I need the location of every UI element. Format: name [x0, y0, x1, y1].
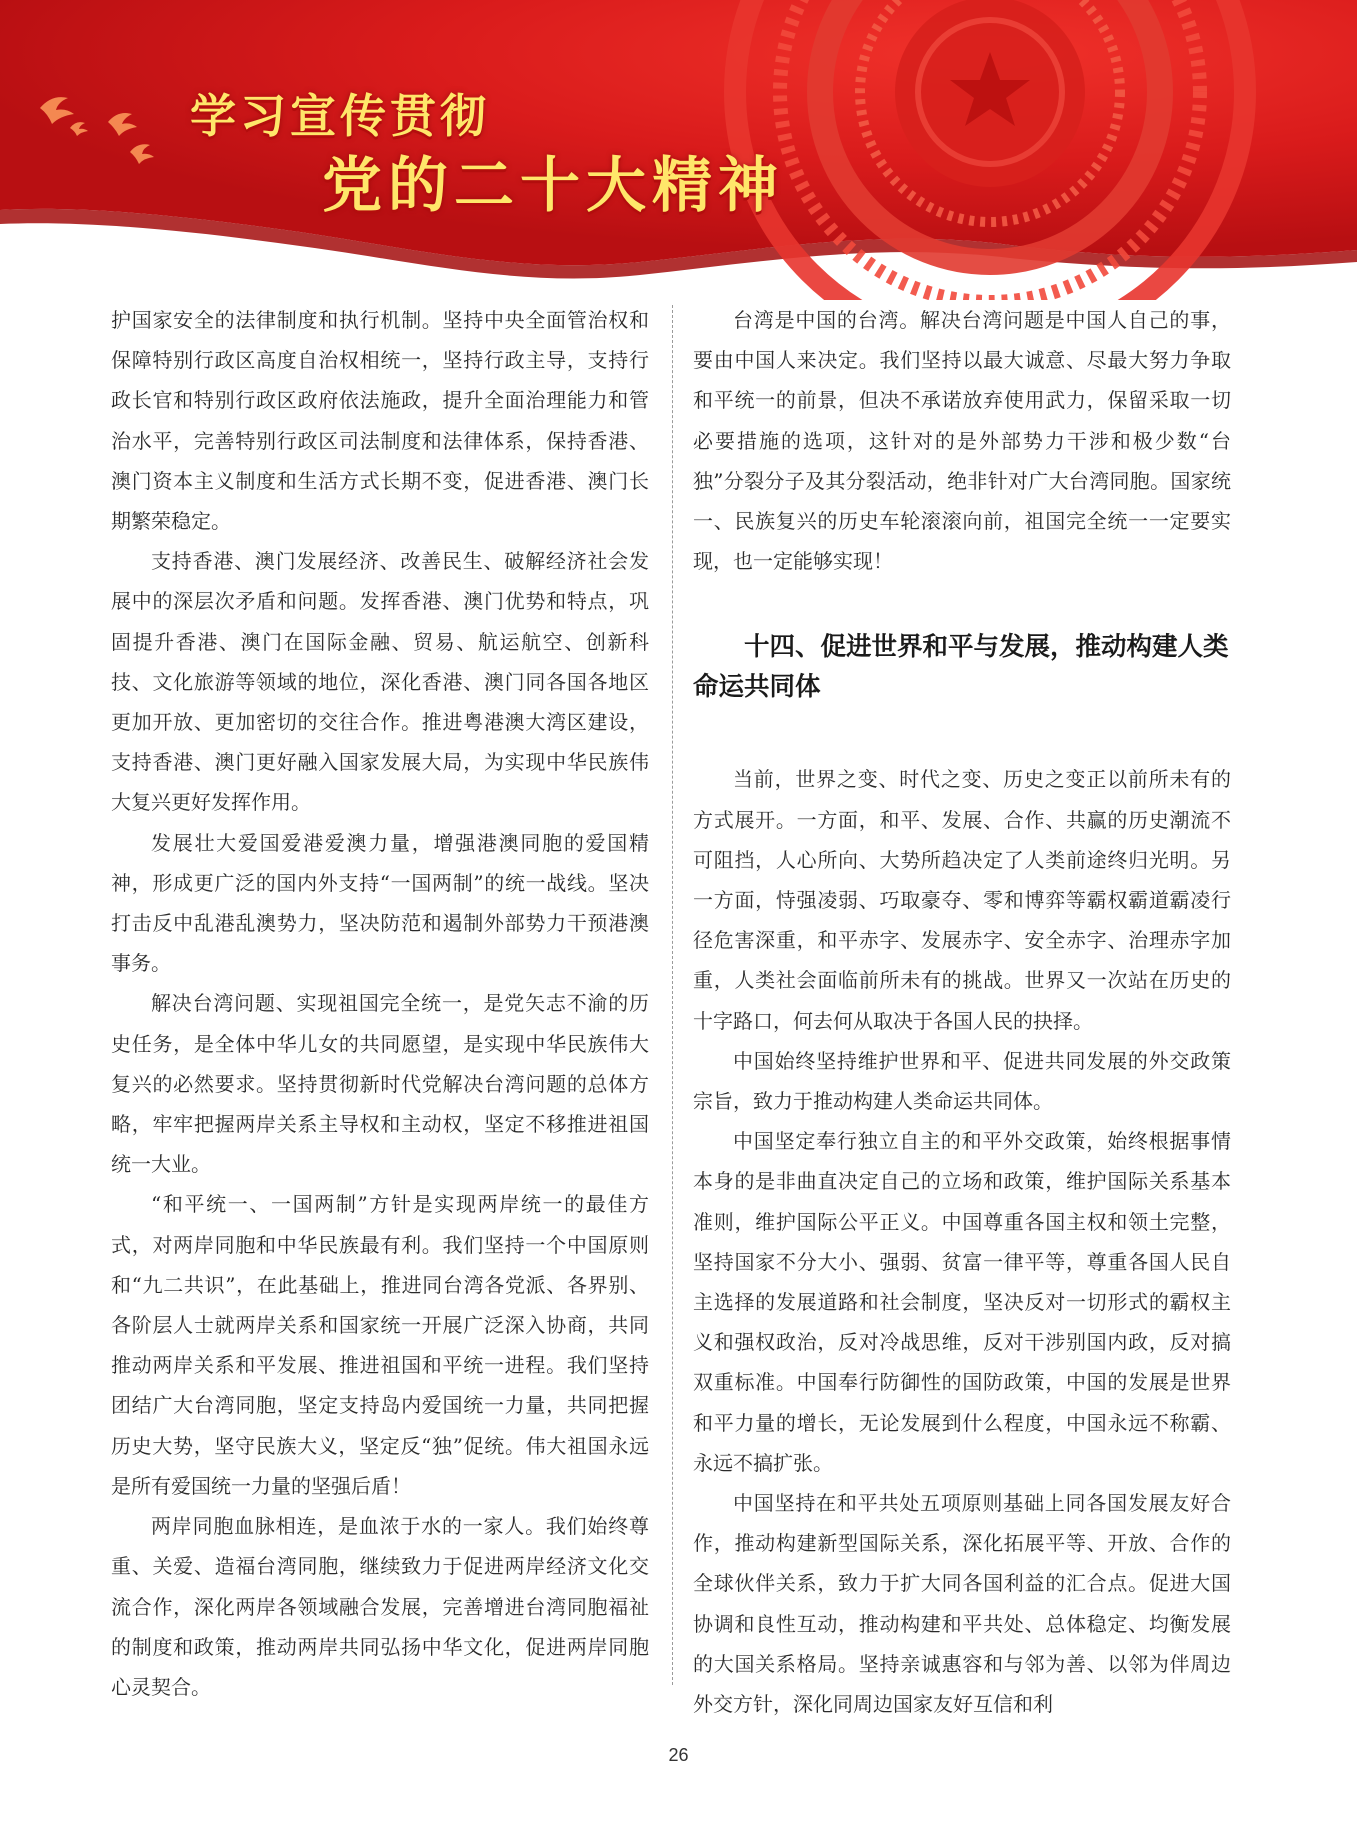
body-paragraph: “和平统一、一国两制”方针是实现两岸统一的最佳方式，对两岸同胞和中华民族最有利。我们坚持一个中国原则和“九二共识”，在此基础上，推进同台湾各党派、各界别、各阶层人士就两岸关系和国家统一开展广泛深入协商，共同推动两岸关系和平发展、推进祖国和平统一进程。我们坚持团结广大台湾同胞，坚定支持岛内爱国统一力量，共同把握历史大势，坚守民族大义，坚定反“独”促统。伟大祖国永远是所有爱国统一力量的坚强后盾！ — [111, 1192, 649, 1498]
header-title-line2: 党的二十大精神 — [322, 151, 784, 221]
header-title-line1: 学习宣传贯彻 — [190, 89, 490, 143]
body-paragraph: 发展壮大爱国爱港爱澳力量，增强港澳同胞的爱国精神，形成更广泛的国内外支持“一国两制”的统一战线。坚决打击反中乱港乱澳势力，坚决防范和遏制外部势力干预港澳事务。 — [111, 830, 649, 976]
body-paragraph: 解决台湾问题、实现祖国完全统一，是党矢志不渝的历史任务，是全体中华儿女的共同愿望，是实现中华民族伟大复兴的必然要求。坚持贯彻新时代党解决台湾问题的总体方略，牢牢把握两岸关系主导权和主动权，坚定不移推进祖国统一大业。 — [111, 991, 649, 1177]
body-paragraph: 中国坚定奉行独立自主的和平外交政策，始终根据事情本身的是非曲直决定自己的立场和政策，维护国际关系基本准则，维护国际公平正义。中国尊重各国主权和领土完整，坚持国家不分大小、强弱、贫富一律平等，尊重各国人民自主选择的发展道路和社会制度，坚决反对一切形式的霸权主义和强权政治，反对冷战思维，反对干涉别国内政，反对搞双重标准。中国奉行防御性的国防政策，中国的发展是世界和平力量的增长，无论发展到什么程度，中国永远不称霸、永远不搞扩张。 — [693, 1129, 1231, 1475]
body-paragraph: 两岸同胞血脉相连，是血浓于水的一家人。我们始终尊重、关爱、造福台湾同胞，继续致力于促进两岸经济文化交流合作，深化两岸各领域融合发展，完善增进台湾同胞福祉的制度和政策，推动两岸共同弘扬中华文化，促进两岸同胞心灵契合。 — [111, 1514, 649, 1699]
page-number: 26 — [668, 1745, 689, 1765]
section-heading: 十四、促进世界和平与发展，推动构建人类命运共同体 — [693, 632, 1229, 703]
left-column — [111, 300, 649, 1707]
body-paragraph: 台湾是中国的台湾。解决台湾问题是中国人自己的事，要由中国人来决定。我们坚持以最大诚意、尽最大努力争取和平统一的前景，但决不承诺放弃使用武力，保留采取一切必要措施的选项，这针对的是外部势力干涉和极少数“台独”分裂分子及其分裂活动，绝非针对广大台湾同胞。国家统一、民族复兴的历史车轮滚滚向前，祖国完全统一一定要实现，也一定能够实现！ — [693, 308, 1231, 574]
right-column — [693, 300, 1231, 1724]
header-banner — [0, 0, 1357, 300]
body-paragraph: 支持香港、澳门发展经济、改善民生、破解经济社会发展中的深层次矛盾和问题。发挥香港、澳门优势和特点，巩固提升香港、澳门在国际金融、贸易、航运航空、创新科技、文化旅游等领域的地位，深化香港、澳门同各国各地区更加开放、更加密切的交往合作。推进粤港澳大湾区建设，支持香港、澳门更好融入国家发展大局，为实现中华民族伟大复兴更好发挥作用。 — [111, 549, 649, 815]
body-paragraph: 护国家安全的法律制度和执行机制。坚持中央全面管治权和保障特别行政区高度自治权相统一，坚持行政主导，支持行政长官和特别行政区政府依法施政，提升全面治理能力和管治水平，完善特别行政区司法制度和法律体系，保持香港、澳门资本主义制度和生活方式长期不变，促进香港、澳门长期繁荣稳定。 — [111, 308, 649, 534]
body-paragraph: 当前，世界之变、时代之变、历史之变正以前所未有的方式展开。一方面，和平、发展、合作、共赢的历史潮流不可阻挡，人心所向、大势所趋决定了人类前途终归光明。另一方面，恃强凌弱、巧取豪夺、零和博弈等霸权霸道霸凌行径危害深重，和平赤字、发展赤字、安全赤字、治理赤字加重，人类社会面临前所未有的挑战。世界又一次站在历史的十字路口，何去何从取决于各国人民的抉择。 — [693, 767, 1231, 1033]
body-paragraph: 中国坚持在和平共处五项原则基础上同各国发展友好合作，推动构建新型国际关系，深化拓展平等、开放、合作的全球伙伴关系，致力于扩大同各国利益的汇合点。促进大国协调和良性互动，推动构建和平共处、总体稳定、均衡发展的大国关系格局。坚持亲诚惠容和与邻为善、以邻为伴周边外交方针，深化同周边国家友好互信和利 — [693, 1491, 1231, 1717]
column-divider — [672, 305, 673, 1685]
body-paragraph: 中国始终坚持维护世界和平、促进共同发展的外交政策宗旨，致力于推动构建人类命运共同体。 — [693, 1048, 1231, 1114]
